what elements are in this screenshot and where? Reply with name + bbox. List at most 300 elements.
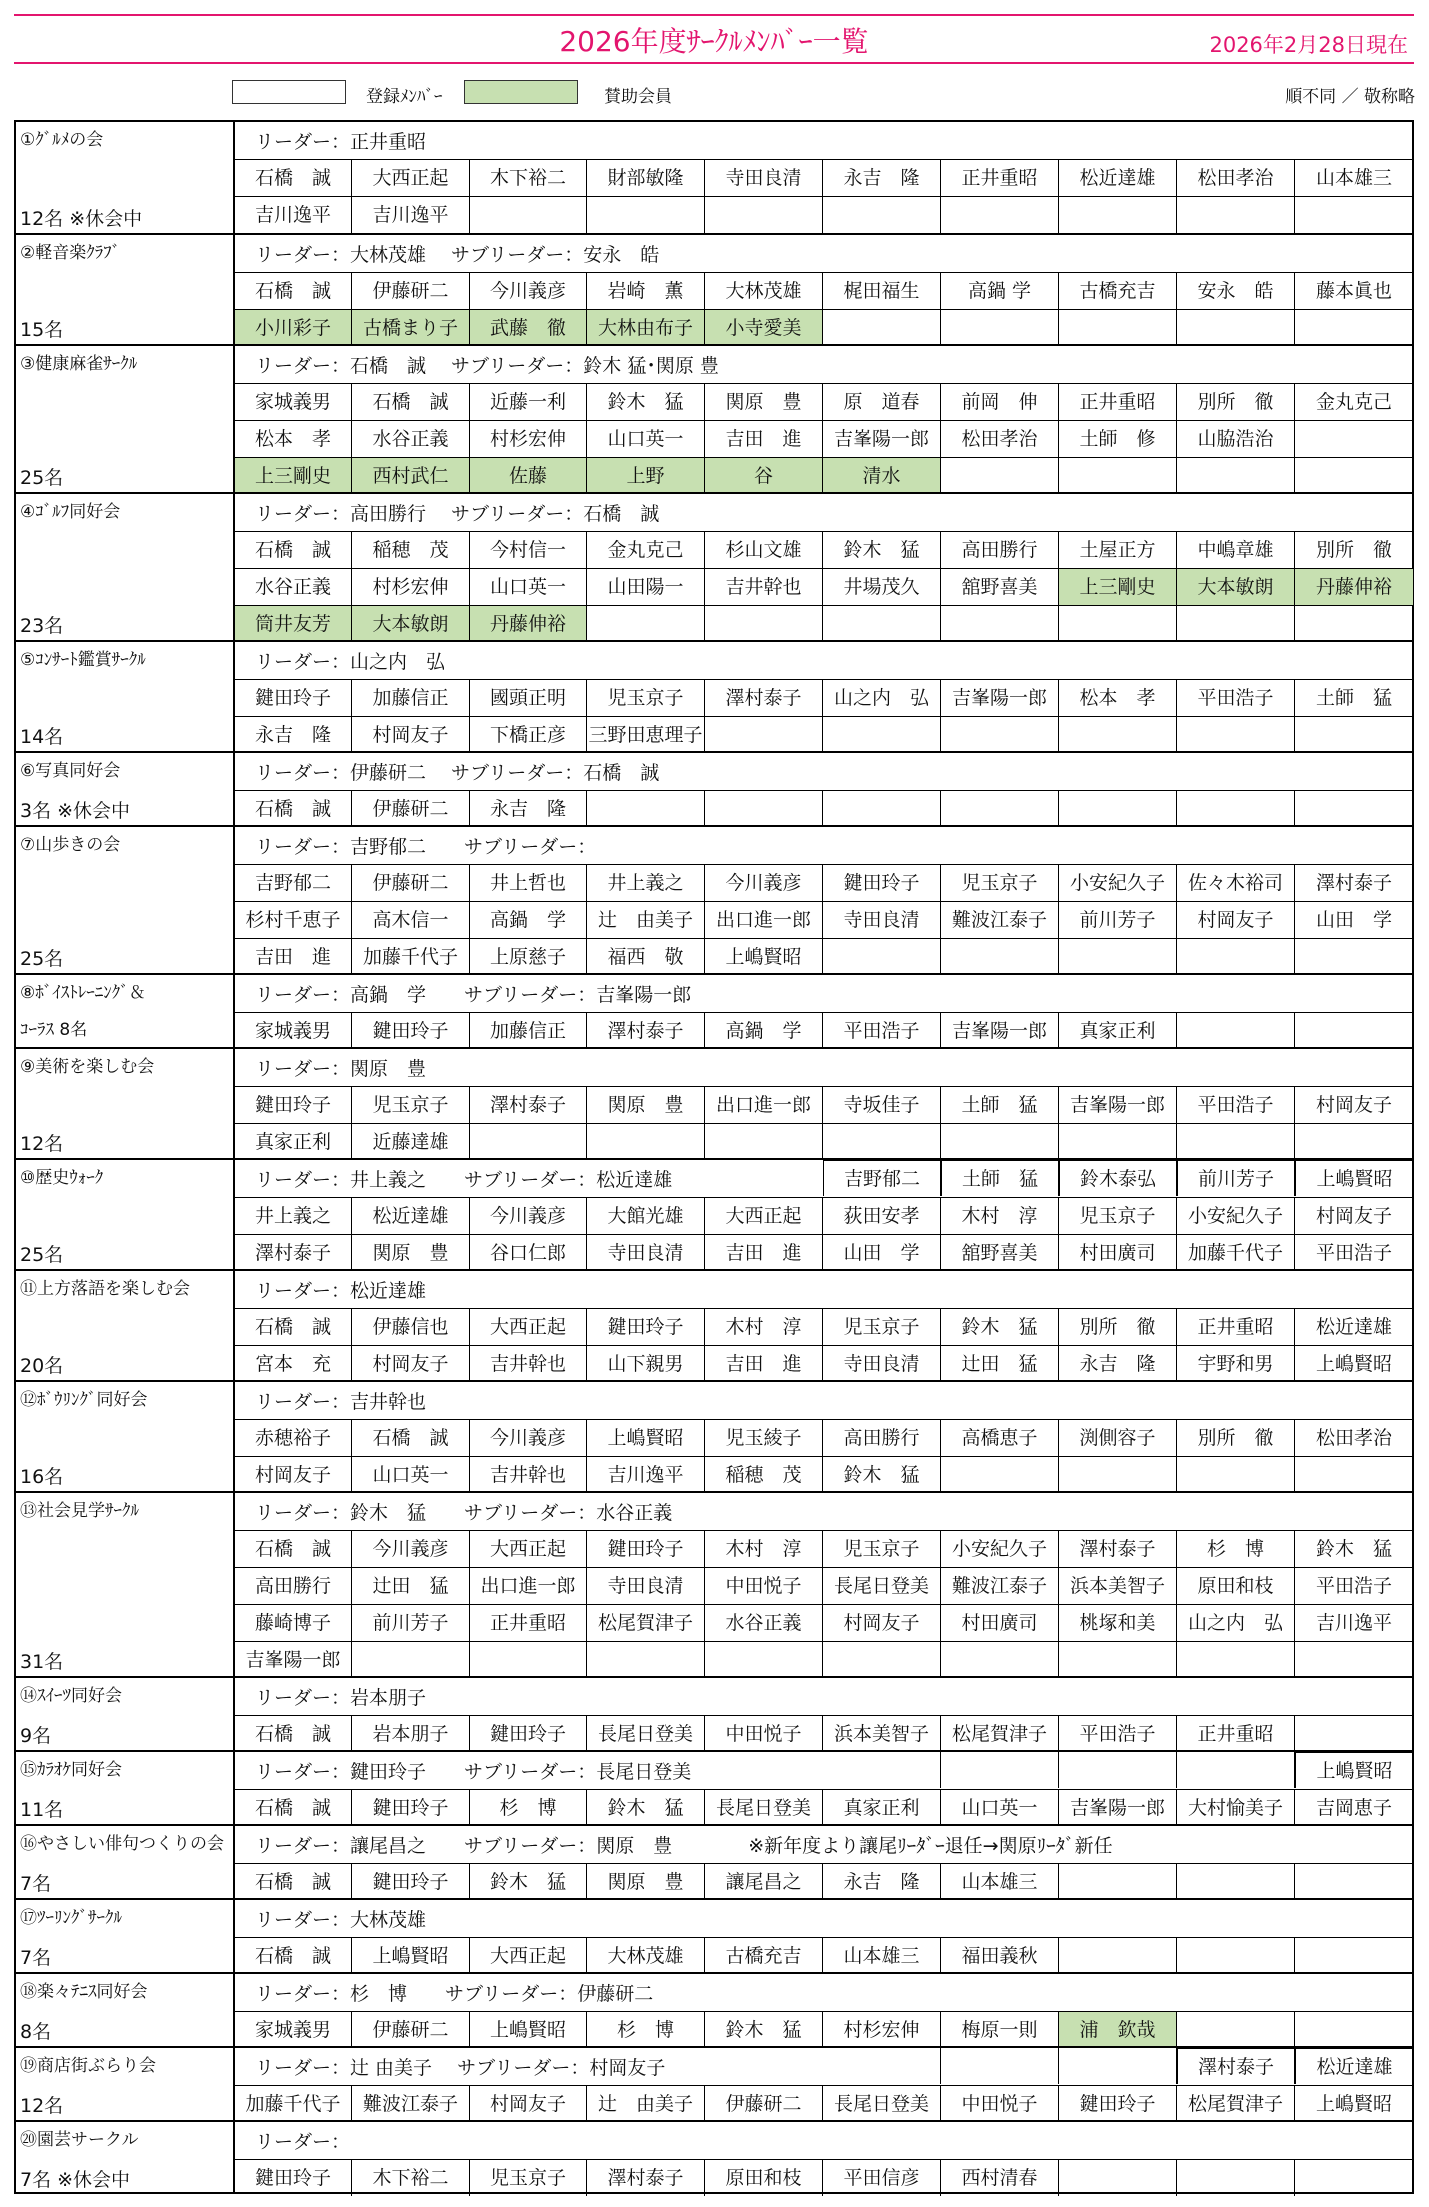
- member-cell: 辻 由美子: [587, 2086, 705, 2122]
- member-row: [235, 2011, 1412, 2048]
- member-cell: 山之内 弘: [823, 680, 941, 716]
- legend-supporter-swatch: [464, 80, 578, 104]
- member-count: 8名: [20, 2021, 52, 2043]
- member-cell: 別所 徹: [1177, 384, 1295, 420]
- member-cell: 平田浩子: [1315, 1575, 1392, 1597]
- member-cell: [1177, 1124, 1295, 1160]
- member-cell: [1295, 1864, 1413, 1900]
- member-count: 7名: [20, 1873, 52, 1895]
- circle-section: [16, 1898, 1412, 1972]
- leader-text: リーダー：高鍋 学 サブリーダー：吉峯陽一郎: [255, 984, 692, 1006]
- member-cell: [1295, 1938, 1413, 1974]
- member-cell: 別所 徹: [1315, 539, 1392, 561]
- leader-row: [235, 1382, 1412, 1419]
- member-cell: [1177, 1938, 1295, 1974]
- member-cell: 上原慈子: [470, 939, 587, 975]
- legend-member-label: 登録ﾒﾝﾊﾞｰ: [366, 87, 443, 107]
- member-cell: [1177, 1013, 1295, 1049]
- leader-row: [235, 1826, 1412, 1863]
- member-cell: 鍵田玲子: [352, 1790, 470, 1826]
- member-cell: 三野田恵理子: [587, 717, 705, 753]
- circle-name: ⑨美術を楽しむ会: [20, 1057, 155, 1077]
- member-cell: 出口進一郎: [705, 1087, 823, 1123]
- leader-row: [235, 346, 1412, 383]
- circle-section: [16, 233, 1412, 344]
- member-cell: 伊藤研二: [352, 273, 470, 309]
- member-cell: 山本雄三: [941, 1864, 1059, 1900]
- member-cell: 杉村千恵子: [235, 902, 352, 938]
- member-cell: 井場茂久: [823, 569, 941, 605]
- supporter-cell: 西村武仁: [352, 458, 470, 494]
- member-count: 15名: [20, 319, 64, 341]
- circle-label-cell: [16, 1271, 235, 1380]
- member-cell: 山本雄三: [823, 1938, 941, 1974]
- header: [14, 14, 1414, 64]
- circle-label-cell: [16, 2122, 235, 2194]
- member-row: [235, 1567, 1412, 1604]
- member-cell: 正井重昭: [941, 160, 1059, 196]
- member-cell: 澤村泰子: [235, 1235, 352, 1271]
- member-cell: 高鍋 学: [470, 902, 587, 938]
- member-cell: 吉峯陽一郎: [1059, 1087, 1177, 1123]
- circle-label-cell: [16, 827, 235, 973]
- member-cell: 近藤達雄: [352, 1124, 470, 1160]
- member-cell: 松近達雄: [1295, 2048, 1413, 2084]
- member-cell: 大西正起: [705, 1198, 823, 1234]
- member-cell: [823, 310, 941, 346]
- member-cell: [587, 1642, 705, 1678]
- member-cell: 水谷正義: [235, 569, 352, 605]
- member-cell: [705, 717, 823, 753]
- member-cell: 吉峯陽一郎: [941, 680, 1059, 716]
- circle-section: [16, 825, 1412, 973]
- supporter-cell: 筒井友芳: [235, 606, 352, 642]
- leader-row: [235, 975, 1412, 1012]
- member-cell: 前岡 伸: [941, 384, 1059, 420]
- member-cell: [587, 197, 705, 233]
- member-row: [235, 1419, 1412, 1456]
- member-row: [235, 1308, 1412, 1345]
- member-cell: 松尾賀津子: [1177, 2086, 1295, 2122]
- member-row: [235, 1641, 1412, 1678]
- leader-row: [235, 2122, 1412, 2159]
- circle-label-cell: [16, 1752, 235, 1824]
- member-cell: 下橋正彦: [470, 717, 587, 753]
- member-cell: [941, 197, 1059, 233]
- member-cell: 井上義之: [235, 1198, 352, 1234]
- member-cell: 澤村泰子: [1059, 1531, 1177, 1567]
- member-cell: [587, 1124, 705, 1160]
- member-cell: [1059, 1752, 1177, 1788]
- leader-text: リーダー：鍵田玲子 サブリーダー：長尾日登美: [255, 1761, 692, 1783]
- circle-label-cell: [16, 1382, 235, 1491]
- member-count: 12名: [20, 2095, 64, 2117]
- member-cell: 浜本美智子: [823, 1716, 941, 1752]
- member-cell: [823, 197, 941, 233]
- member-cell: 鈴木 猛: [705, 2012, 823, 2048]
- member-cell: 辻 由美子: [587, 902, 705, 938]
- member-cell: 鍵田玲子: [235, 680, 352, 716]
- member-cell: 安永 皓: [1177, 273, 1295, 309]
- circle-name: ①ｸﾞﾙﾒの会: [20, 130, 104, 150]
- member-count: 9名: [20, 1725, 52, 1747]
- circle-label-cell: [16, 1974, 235, 2046]
- member-cell: 井上哲也: [470, 865, 587, 901]
- member-cell: 渕側容子: [1059, 1420, 1177, 1456]
- member-cell: 福田義秋: [941, 1938, 1059, 1974]
- member-cell: 平田浩子: [1177, 680, 1295, 716]
- member-cell: [470, 197, 587, 233]
- member-cell: [1177, 1642, 1295, 1678]
- member-cell: 石橋 誠: [352, 384, 470, 420]
- member-cell: 宇野和男: [1177, 1346, 1295, 1382]
- member-cell: 平田信彦: [823, 2160, 941, 2196]
- member-cell: 小安紀久子: [1177, 1198, 1295, 1234]
- member-cell: 山之内 弘: [1177, 1605, 1295, 1641]
- member-cell: 稲穂 茂: [352, 532, 470, 568]
- circle-section: [16, 1158, 1412, 1269]
- member-cell: 古橋充吉: [705, 1938, 823, 1974]
- leader-row: [235, 1900, 1412, 1937]
- member-cell: 寺田良清: [705, 160, 823, 196]
- member-row: [235, 716, 1412, 753]
- member-cell: 石橋 誠: [235, 791, 352, 827]
- member-cell: [587, 606, 705, 642]
- member-count: 25名: [20, 467, 64, 489]
- member-cell: [1059, 1124, 1177, 1160]
- member-cell: 吉峯陽一郎: [235, 1642, 352, 1678]
- member-cell: [941, 458, 1059, 494]
- circle-name: ⑯やさしい俳句つくりの会: [20, 1834, 224, 1854]
- member-row: [235, 2159, 1412, 2196]
- member-cell: 吉井幹也: [470, 1457, 587, 1493]
- member-cell: [1177, 717, 1295, 753]
- member-cell: [1295, 2160, 1413, 2196]
- circle-name: ⑩歴史ｳｫｰｸ: [20, 1168, 104, 1188]
- member-cell: [941, 1124, 1059, 1160]
- member-row: [235, 679, 1412, 716]
- member-cell: [1295, 1457, 1413, 1493]
- member-cell: 上嶋賢昭: [1315, 2093, 1392, 2115]
- member-cell: [1059, 791, 1177, 827]
- member-cell: 鍵田玲子: [470, 1716, 587, 1752]
- member-cell: 原田和枝: [705, 2160, 823, 2196]
- circle-section: [16, 1491, 1412, 1676]
- member-cell: 石橋 誠: [352, 1420, 470, 1456]
- member-cell: 高田勝行: [941, 532, 1059, 568]
- member-cell: 水谷正義: [352, 421, 470, 457]
- member-cell: 國頭正明: [470, 680, 587, 716]
- member-cell: [1177, 1457, 1295, 1493]
- member-cell: 加藤信正: [470, 1013, 587, 1049]
- member-cell: 石橋 誠: [235, 532, 352, 568]
- leader-text: リーダー：伊藤研二 サブリーダー：石橋 誠: [255, 762, 660, 784]
- member-cell: [1177, 791, 1295, 827]
- leader-row: [235, 1678, 1412, 1715]
- member-cell: 村田廣司: [1059, 1235, 1177, 1271]
- supporter-cell: 小川彩子: [235, 310, 352, 346]
- member-cell: 高鍋 学: [941, 273, 1059, 309]
- member-cell: 長尾日登美: [587, 1716, 705, 1752]
- member-cell: [1059, 939, 1177, 975]
- member-cell: 財部敏隆: [587, 160, 705, 196]
- member-count: 11名: [20, 1799, 64, 1821]
- leader-row: [235, 1752, 1412, 1789]
- member-row: [235, 1345, 1412, 1382]
- leader-row: [235, 642, 1412, 679]
- member-cell: 鈴木 猛: [941, 1309, 1059, 1345]
- member-cell: 荻田安孝: [823, 1198, 941, 1234]
- circle-section: [16, 122, 1412, 233]
- member-cell: 児玉京子: [470, 2160, 587, 2196]
- member-row: [235, 1234, 1412, 1271]
- member-cell: 桃塚和美: [1059, 1605, 1177, 1641]
- circle-name: ⑭ｽｲｰﾂ同好会: [20, 1686, 122, 1706]
- member-cell: 前川芳子: [1059, 902, 1177, 938]
- member-cell: 永吉 隆: [1059, 1346, 1177, 1382]
- member-cell: 関原 豊: [705, 384, 823, 420]
- member-row: [235, 531, 1412, 568]
- circle-name: ⑦山歩きの会: [20, 835, 121, 855]
- circle-name: ⑤ｺﾝｻｰﾄ鑑賞ｻｰｸﾙ: [20, 650, 146, 670]
- member-cell: 高田勝行: [235, 1568, 352, 1604]
- member-cell: [1295, 939, 1413, 975]
- leader-row: [235, 1160, 1412, 1197]
- circle-section: [16, 1824, 1412, 1898]
- member-cell: 杉 博: [470, 1790, 587, 1826]
- leader-text: リーダー：関原 豊: [255, 1058, 427, 1080]
- member-row: [235, 938, 1412, 975]
- leader-row: [235, 1974, 1412, 2011]
- member-cell: 土屋正方: [1059, 532, 1177, 568]
- leader-row: [235, 753, 1412, 790]
- leader-text: リーダー：讓尾昌之 サブリーダー：関原 豊 ※新年度より讓尾ﾘｰﾀﾞｰ退任→関原ﾘｰﾀﾞ新任: [255, 1835, 1113, 1857]
- circle-name: ⑪上方落語を楽しむ会: [20, 1279, 190, 1299]
- member-cell: 舘野喜美: [941, 1235, 1059, 1271]
- member-cell: [1177, 197, 1295, 233]
- member-cell: 澤村泰子: [1177, 2048, 1295, 2084]
- member-cell: 平田浩子: [1315, 1242, 1392, 1264]
- member-cell: 鍵田玲子: [235, 1087, 352, 1123]
- circle-section: [16, 2046, 1412, 2120]
- member-cell: 吉野郁二: [823, 1160, 941, 1196]
- member-cell: [823, 1124, 941, 1160]
- member-cell: 石橋 誠: [235, 1864, 352, 1900]
- leader-text: リーダー：山之内 弘: [255, 651, 446, 673]
- member-cell: 谷口仁郎: [470, 1235, 587, 1271]
- member-cell: 上嶋賢昭: [587, 1420, 705, 1456]
- member-cell: 鈴木 猛: [1315, 1538, 1392, 1560]
- member-cell: 大村愉美子: [1177, 1790, 1295, 1826]
- circle-label-cell: [16, 1049, 235, 1158]
- member-row: [235, 1123, 1412, 1160]
- member-cell: 稲穂 茂: [705, 1457, 823, 1493]
- member-cell: 長尾日登美: [823, 2086, 941, 2122]
- circle-name: ②軽音楽ｸﾗﾌﾞ: [20, 243, 121, 263]
- member-cell: 西村清春: [941, 2160, 1059, 2196]
- circle-label-cell: [16, 1826, 235, 1898]
- member-cell: 大西正起: [470, 1938, 587, 1974]
- circle-name: ⑮ｶﾗｵｹ同好会: [20, 1760, 122, 1780]
- member-cell: 前川芳子: [1177, 1160, 1295, 1196]
- member-row: [235, 383, 1412, 420]
- circle-name: ⑰ﾂｰﾘﾝｸﾞｻｰｸﾙ: [20, 1908, 122, 1928]
- member-cell: 吉井幹也: [470, 1346, 587, 1382]
- member-cell: 児玉京子: [941, 865, 1059, 901]
- supporter-cell: 古橋まり子: [352, 310, 470, 346]
- member-cell: 今川義彦: [705, 865, 823, 901]
- member-cell: 松尾賀津子: [587, 1605, 705, 1641]
- member-cell: 今川義彦: [470, 1420, 587, 1456]
- member-cell: 真家正利: [1059, 1013, 1177, 1049]
- member-cell: 杉山文雄: [705, 532, 823, 568]
- member-count: 12名 ※休会中: [20, 208, 143, 230]
- leader-text: リーダー：岩本朋子: [255, 1687, 427, 1709]
- member-count: 25名: [20, 948, 64, 970]
- circle-label-cell: [16, 1493, 235, 1676]
- member-cell: 鍵田玲子: [352, 1864, 470, 1900]
- member-cell: 正井重昭: [1059, 384, 1177, 420]
- member-cell: 家城義男: [235, 1013, 352, 1049]
- circle-label-cell: [16, 1160, 235, 1269]
- member-count: 16名: [20, 1466, 64, 1488]
- circle-section: [16, 1269, 1412, 1380]
- member-cell: 澤村泰子: [1315, 872, 1392, 894]
- member-cell: 古橋充吉: [1059, 273, 1177, 309]
- member-cell: [470, 1124, 587, 1160]
- member-cell: [1295, 197, 1413, 233]
- member-row: [235, 1086, 1412, 1123]
- member-cell: 今川義彦: [470, 1198, 587, 1234]
- circle-section: [16, 1380, 1412, 1491]
- member-cell: 近藤一利: [470, 384, 587, 420]
- member-cell: [1295, 310, 1413, 346]
- member-cell: 加藤信正: [352, 680, 470, 716]
- member-cell: 松本 孝: [235, 421, 352, 457]
- supporter-cell: 大本敏朗: [1177, 569, 1295, 605]
- member-cell: 家城義男: [235, 384, 352, 420]
- member-cell: 岩本朋子: [352, 1716, 470, 1752]
- leader-row: [235, 1493, 1412, 1530]
- member-cell: [941, 2048, 1059, 2084]
- circle-section: [16, 973, 1412, 1047]
- member-cell: 讓尾昌之: [705, 1864, 823, 1900]
- member-cell: 児玉京子: [352, 1087, 470, 1123]
- leader-text: リーダー：大林茂雄: [255, 1909, 427, 1931]
- member-cell: 杉 博: [587, 2012, 705, 2048]
- member-cell: 梅原一則: [941, 2012, 1059, 2048]
- member-cell: 長尾日登美: [823, 1568, 941, 1604]
- member-cell: [1177, 939, 1295, 975]
- supporter-cell: 大林由布子: [587, 310, 705, 346]
- member-cell: [1295, 1642, 1413, 1678]
- member-row: [235, 1863, 1412, 1900]
- circle-label-cell: [16, 975, 235, 1047]
- member-cell: 上嶋賢昭: [1315, 1353, 1392, 1375]
- circle-label-cell: [16, 2048, 235, 2120]
- member-cell: [1177, 1752, 1295, 1788]
- leader-text: リーダー：正井重昭: [255, 131, 427, 153]
- member-cell: 澤村泰子: [705, 680, 823, 716]
- circle-label-cell: [16, 1900, 235, 1972]
- member-cell: [1059, 1457, 1177, 1493]
- member-cell: [1295, 1124, 1413, 1160]
- member-row: [235, 1937, 1412, 1974]
- member-count: 20名: [20, 1355, 64, 1377]
- member-count: 7名 ※休会中: [20, 2169, 131, 2191]
- member-cell: [1059, 2048, 1177, 2084]
- member-cell: 山本雄三: [1315, 167, 1392, 189]
- member-cell: [705, 1642, 823, 1678]
- member-cell: 吉川逸平: [587, 1457, 705, 1493]
- member-cell: 大林茂雄: [705, 273, 823, 309]
- member-cell: [1295, 458, 1413, 494]
- member-cell: [823, 939, 941, 975]
- circle-name: ⑱楽々ﾃﾆｽ同好会: [20, 1982, 148, 2002]
- member-cell: [1177, 606, 1295, 642]
- member-cell: 上嶋賢昭: [352, 1938, 470, 1974]
- member-cell: 児玉京子: [823, 1309, 941, 1345]
- member-cell: [1295, 606, 1413, 642]
- member-cell: 鈴木 猛: [470, 1864, 587, 1900]
- member-cell: 村岡友子: [470, 2086, 587, 2122]
- member-cell: 鈴木 猛: [587, 384, 705, 420]
- member-cell: 原田和枝: [1177, 1568, 1295, 1604]
- member-cell: 真家正利: [823, 1790, 941, 1826]
- member-row: [235, 790, 1412, 827]
- member-cell: 村杉宏伸: [352, 569, 470, 605]
- member-cell: [1059, 717, 1177, 753]
- member-cell: [941, 791, 1059, 827]
- member-count: 12名: [20, 1133, 64, 1155]
- member-row: [235, 272, 1412, 309]
- member-cell: 別所 徹: [1177, 1420, 1295, 1456]
- member-cell: 平田浩子: [1177, 1087, 1295, 1123]
- member-cell: [705, 606, 823, 642]
- member-row: [235, 159, 1412, 196]
- member-cell: 正井重昭: [1177, 1309, 1295, 1345]
- member-cell: 今川義彦: [470, 273, 587, 309]
- member-row: [235, 568, 1412, 605]
- member-cell: 井上義之: [587, 865, 705, 901]
- member-cell: 寺坂佳子: [823, 1087, 941, 1123]
- member-cell: 村杉宏伸: [470, 421, 587, 457]
- circle-section: [16, 751, 1412, 825]
- member-cell: [941, 1457, 1059, 1493]
- leader-text: リーダー：吉井幹也: [255, 1391, 427, 1413]
- member-cell: 関原 豊: [587, 1087, 705, 1123]
- leader-text: リーダー：杉 博 サブリーダー：伊藤研二: [255, 1983, 654, 2005]
- member-cell: [941, 310, 1059, 346]
- member-cell: 土師 猛: [1315, 687, 1392, 709]
- member-cell: [1059, 1938, 1177, 1974]
- supporter-cell: 谷: [705, 458, 823, 494]
- member-cell: [1059, 197, 1177, 233]
- member-cell: 鍵田玲子: [587, 1531, 705, 1567]
- member-cell: 寺田良清: [823, 902, 941, 938]
- member-cell: 真家正利: [235, 1124, 352, 1160]
- member-cell: 木村 淳: [705, 1531, 823, 1567]
- member-cell: 大館光雄: [587, 1198, 705, 1234]
- supporter-cell: 清水: [823, 458, 941, 494]
- leader-row: [235, 235, 1412, 272]
- circle-name: ④ｺﾞﾙﾌ同好会: [20, 502, 121, 522]
- member-cell: [941, 1752, 1059, 1788]
- member-row: [235, 1197, 1412, 1234]
- member-count: 23名: [20, 615, 64, 637]
- member-row: [235, 196, 1412, 233]
- leader-text: リーダー：高田勝行 サブリーダー：石橋 誠: [255, 503, 660, 525]
